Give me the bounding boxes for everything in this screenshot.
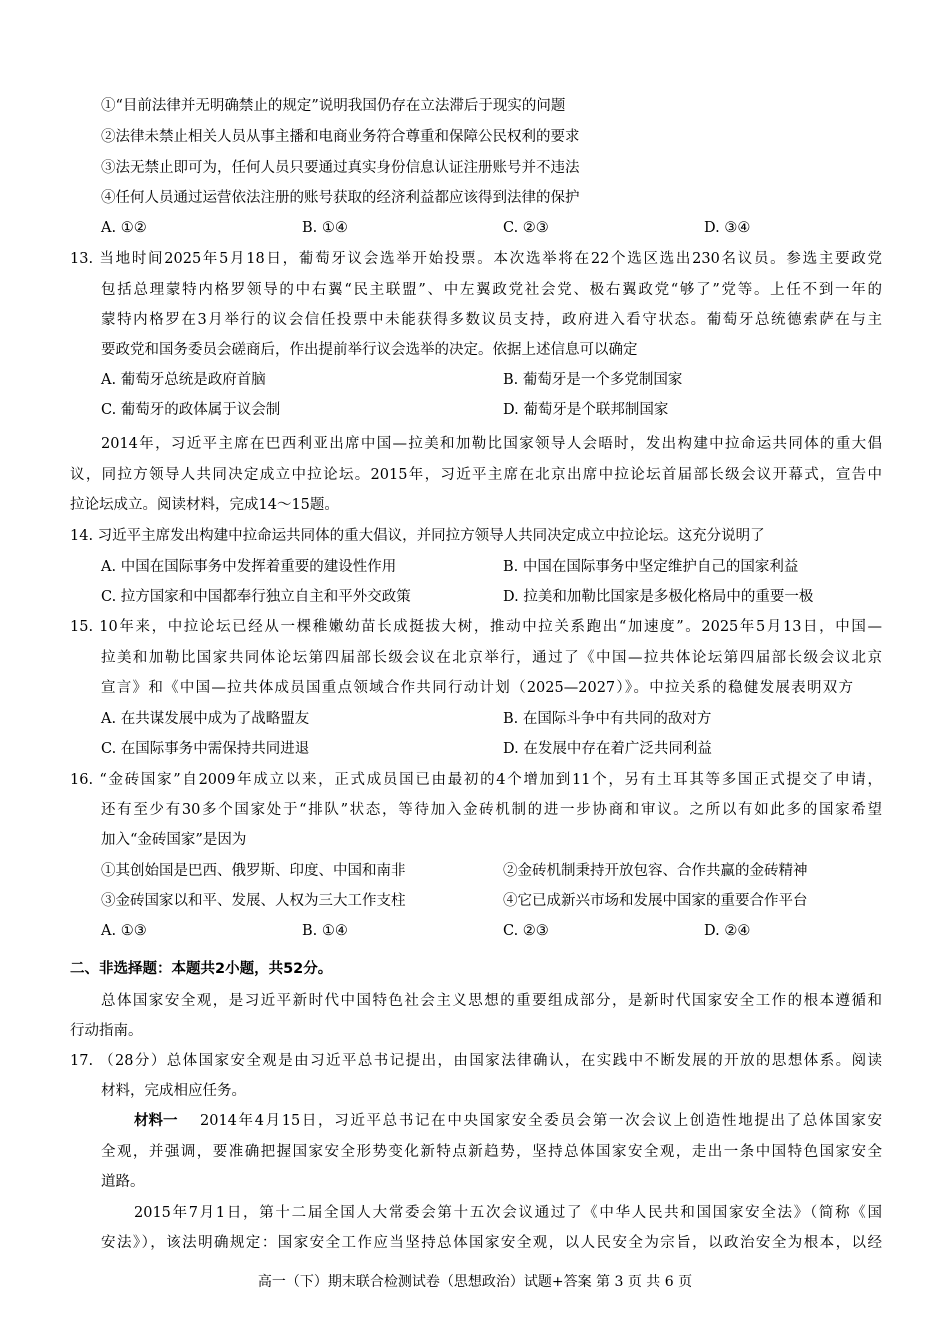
q16-option-a: A. ①③ [101,923,147,939]
q15-line-3: 宣言》和《中国—拉共体成员国重点领域合作共同行动计划（2025—2027）》。中拉关系的稳健发展表明双方 [101,680,853,696]
q15-option-b: B. 在国际斗争中有共同的敌对方 [503,711,712,727]
q16-line-2: 还有至少有30多个国家处于“排队”状态，等待加入金砖机制的进一步协商和审议。之所以有如此多的国家希望 [101,802,882,818]
q13-option-c: C. 葡萄牙的政体属于议会制 [101,402,281,418]
q15-line-1: 15. 10年来，中拉论坛已经从一棵稚嫩幼苗长成挺拔大树，推动中拉关系跑出“加速度”。2025年5月13日，中国— [70,619,882,635]
q14-stem: 14. 习近平主席发出构建中拉命运共同体的重大倡议，并同拉方领导人共同决定成立中拉论坛。这充分说明了 [70,528,765,544]
q16-statement-1: ①其创始国是巴西、俄罗斯、印度、中国和南非 [101,863,406,879]
q16-statement-4: ④它已成新兴市场和发展中国家的重要合作平台 [503,893,808,909]
q14-option-a: A. 中国在国际事务中发挥着重要的建设性作用 [101,559,397,575]
q17-line-1: 17. （28分）总体国家安全观是由习近平总书记提出，由国家法律确认，在实践中不断发展的开放的思想体系。阅读 [70,1053,882,1069]
section-2-intro-line-1: 总体国家安全观，是习近平新时代中国特色社会主义思想的重要组成部分，是新时代国家安全工作的根本遵循和 [101,993,882,1009]
q16-line-3: 加入“金砖国家”是因为 [101,832,247,848]
section-2-intro-line-2: 行动指南。 [70,1023,143,1039]
q14-option-c: C. 拉方国家和中国都奉行独立自主和平外交政策 [101,589,411,605]
q14-option-b: B. 中国在国际事务中坚定维护自己的国家利益 [503,559,799,575]
material-1-label: 材料一 [134,1113,178,1129]
q15-line-2: 拉美和加勒比国家共同体论坛第四届部长级会议在北京举行，通过了《中国—拉共体论坛第四届部长级会议北京 [101,650,882,666]
q15-option-a: A. 在共谋发展中成为了战略盟友 [101,711,310,727]
q13-line-1: 13. 当地时间2025年5月18日，葡萄牙议会选举开始投票。本次选举将在22个选区选出230名议员。参选主要政党 [70,251,882,267]
q12-option-d: D. ③④ [704,220,751,236]
q13-option-d: D. 葡萄牙是个联邦制国家 [503,402,669,418]
q16-statement-2: ②金砖机制秉持开放包容、合作共赢的金砖精神 [503,863,808,879]
intro-14-15-line-2: 议，同拉方领导人共同决定成立中拉论坛。2015年，习近平主席在北京出席中拉论坛首届部长级会议开幕式，宣告中 [70,467,882,483]
q12-option-b: B. ①④ [302,220,348,236]
material-1-line-1: 2014年4月15日，习近平总书记在中央国家安全委员会第一次会议上创造性地提出了总体国家安 [200,1113,882,1129]
q13-line-3: 蒙特内格罗在3月举行的议会信任投票中未能获得多数议员支持，政府进入看守状态。葡萄牙总统德索萨在与主 [101,312,882,328]
q17-line-2: 材料，完成相应任务。 [101,1083,246,1099]
page-footer: 高一（下）期末联合检测试卷（思想政治）试题+答案 第 3 页 共 6 页 [257,1274,693,1290]
intro-14-15-line-1: 2014年，习近平主席在巴西利亚出席中国—拉美和加勒比国家领导人会晤时，发出构建中拉命运共同体的重大倡 [101,436,882,452]
q15-option-c: C. 在国际事务中需保持共同进退 [101,741,310,757]
q13-line-4: 要政党和国务委员会磋商后，作出提前举行议会选举的决定。依据上述信息可以确定 [101,342,638,358]
intro-14-15-line-3: 拉论坛成立。阅读材料，完成14～15题。 [70,497,339,513]
q16-statement-3: ③金砖国家以和平、发展、人权为三大工作支柱 [101,893,406,909]
material-1-line-3: 道路。 [101,1174,145,1190]
q16-option-d: D. ②④ [704,923,751,939]
q12-statement-4: ④任何人员通过运营依法注册的账号获取的经济利益都应该得到法律的保护 [101,190,580,206]
q15-option-d: D. 在发展中存在着广泛共同利益 [503,741,712,757]
q16-line-1: 16. “金砖国家”自2009年成立以来，正式成员国已由最初的4个增加到11个，另有土耳其等多国正式提交了申请， [70,772,882,788]
q13-option-b: B. 葡萄牙是一个多党制国家 [503,372,683,388]
material-1-line-2: 全观，并强调，要准确把握国家安全形势变化新特点新趋势，坚持总体国家安全观，走出一条中国特色国家安全 [101,1144,882,1160]
q14-option-d: D. 拉美和加勒比国家是多极化格局中的重要一极 [503,589,814,605]
q12-statement-1: ①“目前法律并无明确禁止的规定”说明我国仍存在立法滞后于现实的问题 [101,98,566,114]
material-1-para-2-line-2: 安法》），该法明确规定：国家安全工作应当坚持总体国家安全观，以人民安全为宗旨，以政治安全为根本，以经 [101,1235,882,1251]
section-2-title: 二、非选择题：本题共2小题，共52分。 [70,961,333,977]
q12-option-a: A. ①② [101,220,147,236]
q12-statement-3: ③法无禁止即可为，任何人员只要通过真实身份信息认证注册账号并不违法 [101,160,580,176]
q13-option-a: A. 葡萄牙总统是政府首脑 [101,372,266,388]
q16-option-b: B. ①④ [302,923,348,939]
q12-option-c: C. ②③ [503,220,549,236]
q13-line-2: 包括总理蒙特内格罗领导的中右翼“民主联盟”、中左翼政党社会党、极右翼政党“够了”党等。上任不到一年的 [101,282,882,298]
q12-statement-2: ②法律未禁止相关人员从事主播和电商业务符合尊重和保障公民权利的要求 [101,129,580,145]
q16-option-c: C. ②③ [503,923,549,939]
material-1-para-2-line-1: 2015年7月1日，第十二届全国人大常委会第十五次会议通过了《中华人民共和国国家安全法》（简称《国 [134,1205,882,1221]
